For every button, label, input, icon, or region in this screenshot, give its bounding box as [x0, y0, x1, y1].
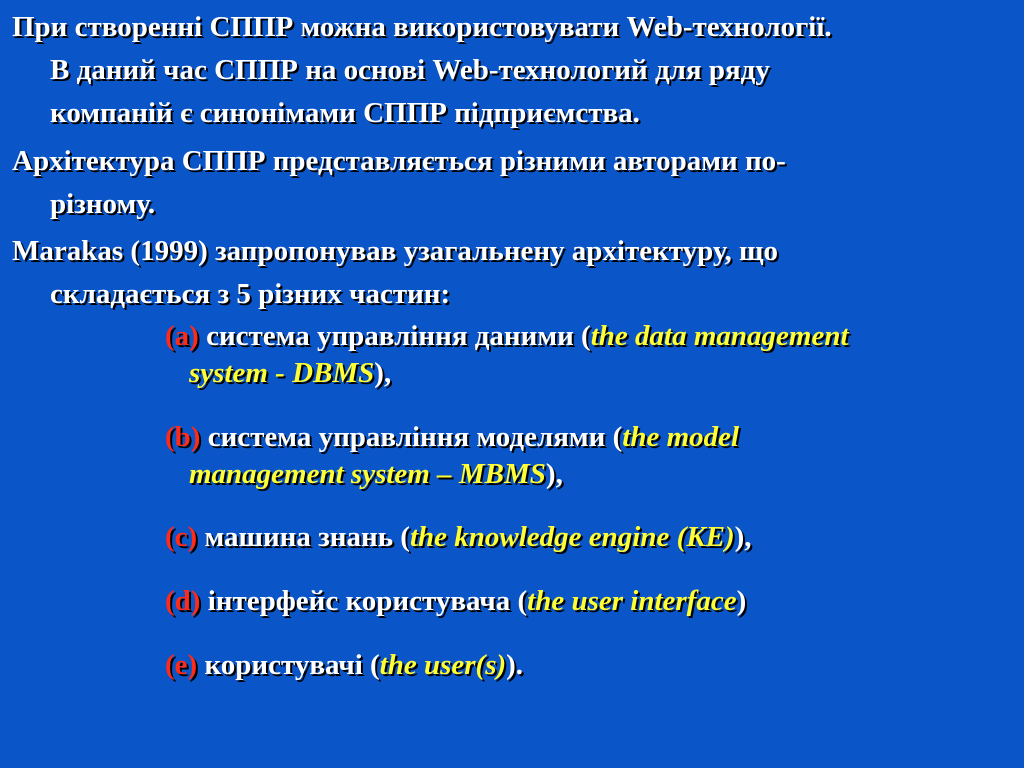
paragraph-marakas — [12, 230, 1012, 316]
item-text: система управління моделями ( — [200, 421, 623, 453]
item-letter: (c) — [165, 521, 198, 553]
item-text: система управління даними ( — [198, 320, 591, 352]
item-end: ), — [374, 357, 392, 389]
item-letter: (b) — [165, 421, 201, 453]
item-text: машина знань ( — [197, 521, 410, 553]
list-item-users — [165, 647, 985, 684]
item-english-term: the data management — [590, 320, 849, 352]
item-english-term: the user(s) — [379, 649, 507, 681]
item-letter: (e) — [165, 649, 198, 681]
item-english-term: the user interface — [527, 585, 737, 617]
item-end: ) — [736, 585, 747, 617]
item-english-term: the model — [622, 421, 740, 453]
item-end: ), — [734, 521, 752, 553]
paragraph-line: В даний час СППР на основі Web-технологий для ряду — [50, 54, 770, 86]
paragraph-line: компаній є синонімами СППР підприємства. — [50, 97, 640, 129]
item-continuation — [165, 355, 985, 392]
item-end: ). — [506, 649, 524, 681]
item-continuation — [165, 456, 985, 493]
paragraph-architecture — [12, 140, 1012, 226]
item-english-term: the knowledge engine (KE) — [409, 521, 735, 553]
item-end: ), — [545, 458, 563, 490]
paragraph-web-technologies — [12, 6, 1012, 135]
paragraph-line: Архітектура СППР представляється різними авторами по- — [12, 145, 786, 177]
paragraph-line: При створенні СППР можна використовувати Web-технології. — [12, 11, 832, 43]
item-text: користувачі ( — [197, 649, 380, 681]
list-item-dbms — [165, 318, 985, 392]
paragraph-line: складається з 5 різних частин: — [50, 278, 451, 310]
item-letter: (d) — [165, 585, 201, 617]
list-item-user-interface — [165, 583, 985, 620]
paragraph-line: різному. — [50, 188, 156, 220]
paragraph-line: Marakas (1999) запропонував узагальнену архітектуру, що — [12, 235, 778, 267]
list-item-mbms — [165, 419, 985, 493]
list-item-knowledge-engine — [165, 519, 985, 556]
item-letter: (a) — [165, 320, 199, 352]
item-english-term: management system – MBMS — [189, 458, 546, 490]
item-text: інтерфейс користувача ( — [200, 585, 528, 617]
item-english-term: system - DBMS — [189, 357, 375, 389]
